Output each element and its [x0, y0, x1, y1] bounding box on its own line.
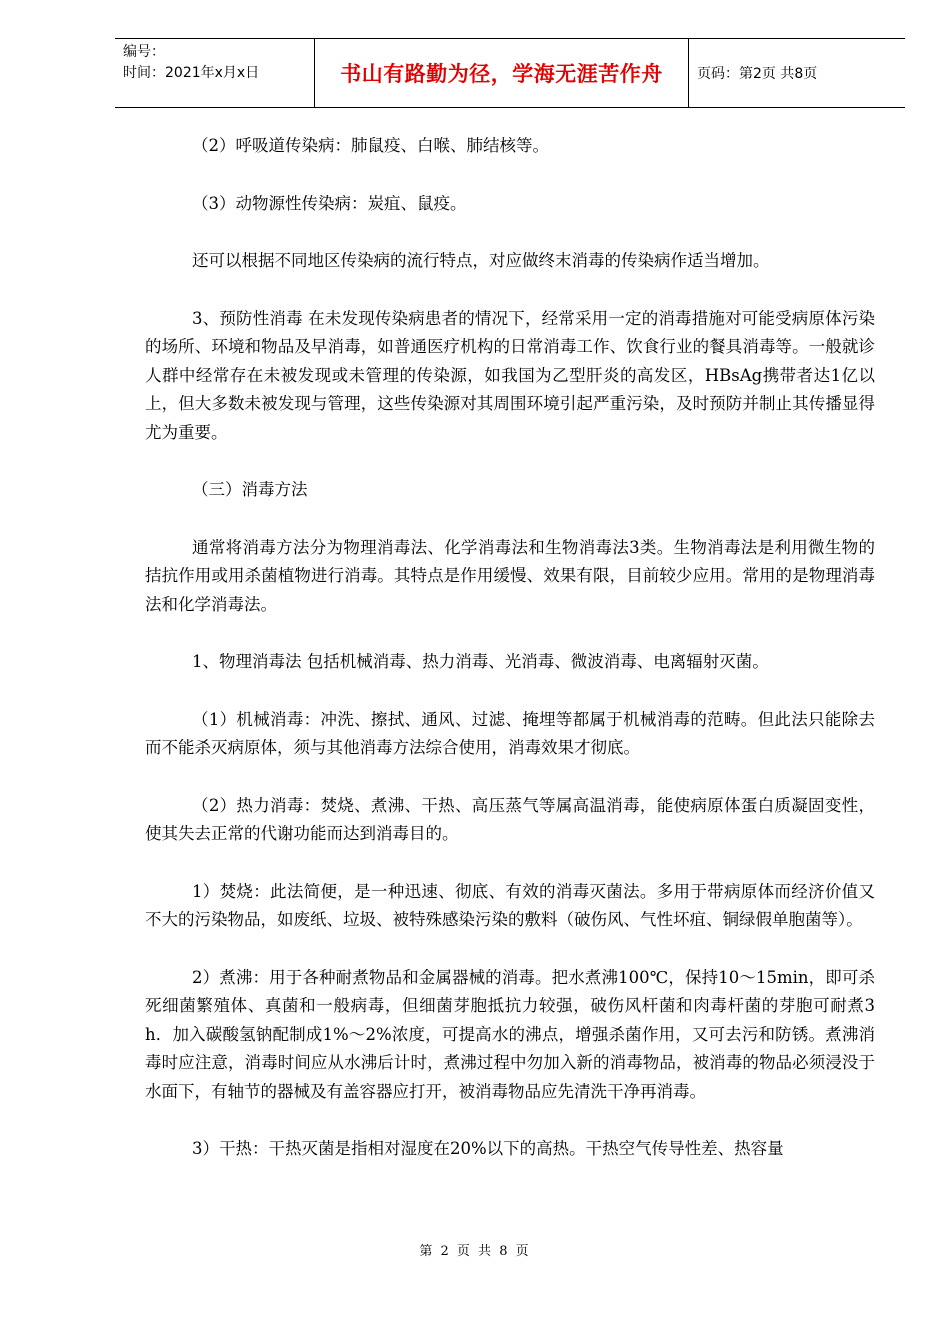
header-motto: 书山有路勤为径，学海无涯苦作舟	[315, 39, 689, 107]
paragraph: 1）焚烧：此法简便，是一种迅速、彻底、有效的消毒灭菌法。多用于带病原体而经济价值又不大的污染物品，如废纸、垃圾、被特殊感染污染的敷料（破伤风、气性坏疽、铜绿假单胞菌等）。	[145, 881, 875, 929]
page-footer: 第 2 页 共 8 页	[419, 1244, 531, 1259]
paragraph: （1）机械消毒：冲洗、擦拭、通风、过滤、掩埋等都属于机械消毒的范畴。但此法只能除去而不能杀灭病原体，须与其他消毒方法综合使用，消毒效果才彻底。	[145, 709, 875, 757]
paragraph: 1、物理消毒法 包括机械消毒、热力消毒、光消毒、微波消毒、电离辐射灭菌。	[192, 652, 769, 671]
doc-time-label: 时间：2021年x月x日	[123, 65, 260, 81]
paragraph: 3）干热：干热灭菌是指相对湿度在20%以下的高热。干热空气传导性差、热容量	[192, 1139, 784, 1158]
paragraph: （2）热力消毒：焚烧、煮沸、干热、高压蒸气等属高温消毒，能使病原体蛋白质凝固变性，使其失去正常的代谢功能而达到消毒目的。	[145, 795, 875, 843]
section-heading: （三）消毒方法	[192, 480, 308, 499]
page-header	[115, 38, 905, 108]
paragraph: （2）呼吸道传染病：肺鼠疫、白喉、肺结核等。	[192, 136, 549, 155]
paragraph: 通常将消毒方法分为物理消毒法、化学消毒法和生物消毒法3类。生物消毒法是利用微生物的拮抗作用或用杀菌植物进行消毒。其特点是作用缓慢、效果有限，目前较少应用。常用的是物理消毒法和化学消毒法。	[145, 537, 875, 614]
paragraph: （3）动物源性传染病：炭疽、鼠疫。	[192, 193, 467, 213]
document-body	[145, 132, 875, 1193]
header-page-number: 页码：第2页 共8页	[697, 66, 818, 82]
paragraph: 2）煮沸：用于各种耐煮物品和金属器械的消毒。把水煮沸100℃，保持10～15min，即可杀死细菌繁殖体、真菌和一般病毒，但细菌芽胞抵抗力较强，破伤风杆菌和肉毒杆菌的芽胞可耐煮3h．加入碳酸氢钠配制成1%～2%浓度，可提高水的沸点，增强杀菌作用，又可去污和防锈。煮沸消毒时应注意，消毒时间应从水沸后计时，煮沸过程中勿加入新的消毒物品，被消毒的物品必须浸没于水面下，有轴节的器械及有盖容器应打开，被消毒物品应先清洗干净再消毒。	[145, 967, 875, 1101]
doc-code-label: 编号：	[123, 44, 165, 60]
header-meta	[115, 39, 315, 107]
paragraph: 3、预防性消毒 在未发现传染病患者的情况下，经常采用一定的消毒措施对可能受病原体污染的场所、环境和物品及早消毒，如普通医疗机构的日常消毒工作、饮食行业的餐具消毒等。一般就诊人群中经常存在未被发现或未管理的传染源，如我国为乙型肝炎的高发区，HBsAg携带者达1亿以上，但大多数未被发现与管理，这些传染源对其周围环境引起严重污染，及时预防并制止其传播显得尤为重要。	[145, 308, 875, 442]
paragraph: 还可以根据不同地区传染病的流行特点，对应做终末消毒的传染病作适当增加。	[192, 251, 770, 270]
